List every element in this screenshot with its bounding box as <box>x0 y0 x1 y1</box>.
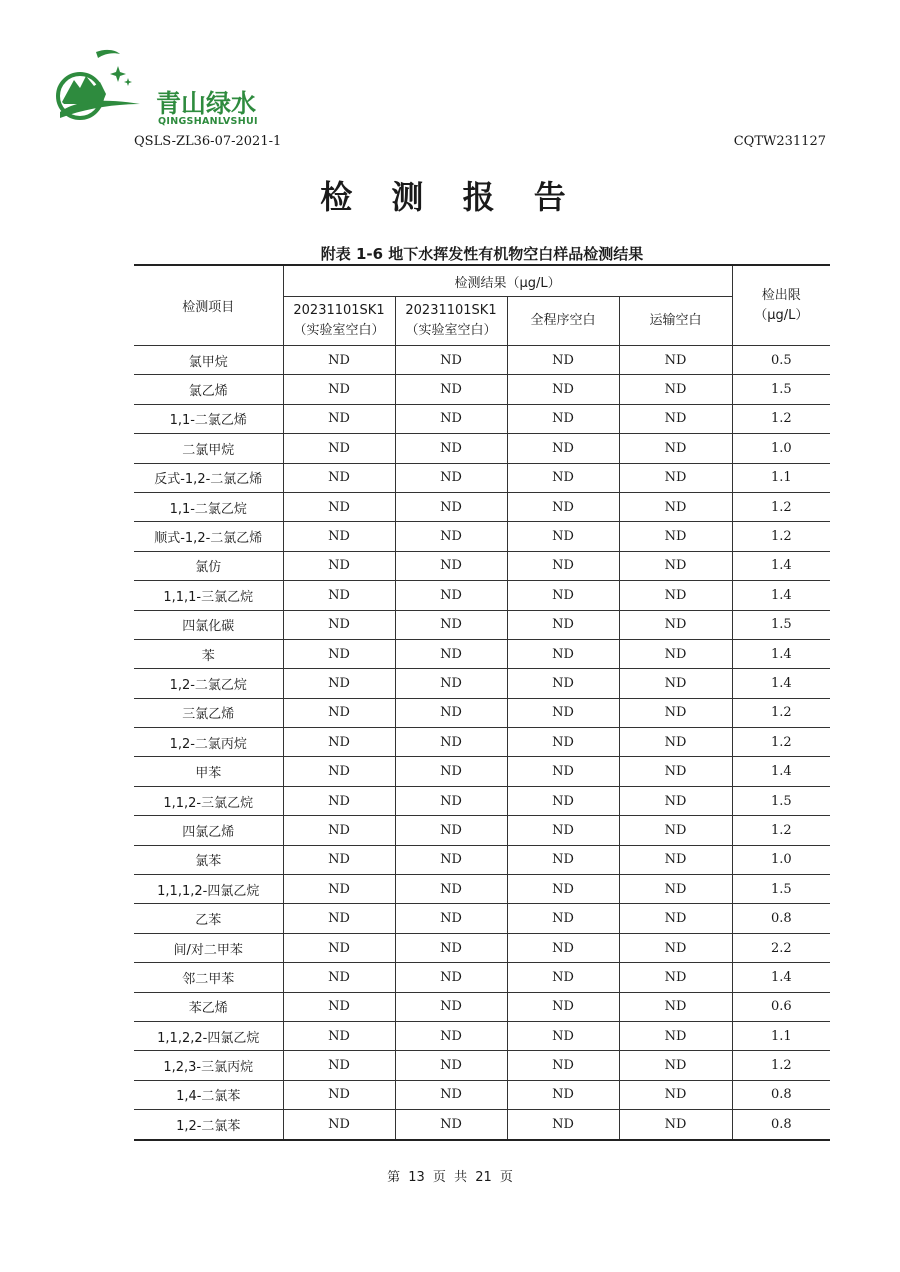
table-row <box>134 698 830 727</box>
cell-lab-blank-2: ND <box>395 669 507 698</box>
cell-lab-blank-2: ND <box>395 346 507 375</box>
cell-detection-limit: 1.5 <box>732 610 830 639</box>
cell-lab-blank-2: ND <box>395 492 507 521</box>
table-row <box>134 375 830 404</box>
cell-transport-blank: ND <box>619 346 732 375</box>
cell-transport-blank: ND <box>619 816 732 845</box>
cell-lab-blank-1: ND <box>283 551 395 580</box>
cell-item: 二氯甲烷 <box>134 434 283 463</box>
cell-detection-limit: 0.8 <box>732 1110 830 1140</box>
cell-lab-blank-1: ND <box>283 698 395 727</box>
cell-lab-blank-1: ND <box>283 522 395 551</box>
cell-item: 乙苯 <box>134 904 283 933</box>
table-row <box>134 522 830 551</box>
cell-lab-blank-1: ND <box>283 845 395 874</box>
cell-lab-blank-2: ND <box>395 698 507 727</box>
cell-lab-blank-1: ND <box>283 581 395 610</box>
cell-detection-limit: 1.2 <box>732 698 830 727</box>
cell-lab-blank-1: ND <box>283 1110 395 1140</box>
table-row <box>134 581 830 610</box>
table-row <box>134 610 830 639</box>
cell-lab-blank-1: ND <box>283 1021 395 1050</box>
cell-transport-blank: ND <box>619 610 732 639</box>
cell-lab-blank-1: ND <box>283 375 395 404</box>
table-row <box>134 933 830 962</box>
col-header-transport-blank: 运输空白 <box>619 297 732 346</box>
cell-detection-limit: 1.4 <box>732 669 830 698</box>
table-row <box>134 551 830 580</box>
cell-full-process-blank: ND <box>507 551 619 580</box>
cell-detection-limit: 1.5 <box>732 786 830 815</box>
cell-lab-blank-1: ND <box>283 610 395 639</box>
cell-detection-limit: 1.1 <box>732 1021 830 1050</box>
cell-item: 邻二甲苯 <box>134 963 283 992</box>
cell-detection-limit: 0.8 <box>732 904 830 933</box>
cell-lab-blank-1: ND <box>283 786 395 815</box>
form-code: QSLS-ZL36-07-2021-1 <box>134 134 282 149</box>
table-row <box>134 1080 830 1109</box>
cell-lab-blank-1: ND <box>283 728 395 757</box>
cell-detection-limit: 1.1 <box>732 463 830 492</box>
cell-item: 1,1,1-三氯乙烷 <box>134 581 283 610</box>
table-row <box>134 757 830 786</box>
cell-lab-blank-2: ND <box>395 610 507 639</box>
cell-item: 1,2-二氯乙烷 <box>134 669 283 698</box>
cell-lab-blank-1: ND <box>283 875 395 904</box>
cell-detection-limit: 1.4 <box>732 639 830 668</box>
cell-transport-blank: ND <box>619 875 732 904</box>
cell-item: 间/对二甲苯 <box>134 933 283 962</box>
cell-detection-limit: 1.5 <box>732 875 830 904</box>
cell-detection-limit: 1.4 <box>732 581 830 610</box>
cell-full-process-blank: ND <box>507 1110 619 1140</box>
cell-transport-blank: ND <box>619 728 732 757</box>
cell-item: 氯仿 <box>134 551 283 580</box>
cell-lab-blank-2: ND <box>395 1021 507 1050</box>
cell-detection-limit: 1.2 <box>732 522 830 551</box>
table-row <box>134 904 830 933</box>
cell-full-process-blank: ND <box>507 669 619 698</box>
mountain-logo-icon <box>56 46 166 128</box>
cell-detection-limit: 2.2 <box>732 933 830 962</box>
cell-full-process-blank: ND <box>507 845 619 874</box>
cell-item: 1,1-二氯乙烯 <box>134 404 283 433</box>
cell-lab-blank-2: ND <box>395 728 507 757</box>
cell-transport-blank: ND <box>619 639 732 668</box>
cell-transport-blank: ND <box>619 669 732 698</box>
cell-transport-blank: ND <box>619 963 732 992</box>
cell-full-process-blank: ND <box>507 346 619 375</box>
table-row <box>134 1021 830 1050</box>
cell-transport-blank: ND <box>619 698 732 727</box>
cell-lab-blank-1: ND <box>283 963 395 992</box>
cell-full-process-blank: ND <box>507 639 619 668</box>
table-row <box>134 639 830 668</box>
cell-item: 氯乙烯 <box>134 375 283 404</box>
cell-detection-limit: 1.2 <box>732 728 830 757</box>
cell-full-process-blank: ND <box>507 434 619 463</box>
cell-transport-blank: ND <box>619 1080 732 1109</box>
cell-transport-blank: ND <box>619 845 732 874</box>
cell-lab-blank-2: ND <box>395 639 507 668</box>
cell-transport-blank: ND <box>619 434 732 463</box>
table-row <box>134 346 830 375</box>
cell-lab-blank-2: ND <box>395 1080 507 1109</box>
cell-lab-blank-1: ND <box>283 463 395 492</box>
table-row <box>134 786 830 815</box>
col-header-lab-blank-2: 20231101SK1（实验室空白） <box>395 297 507 346</box>
cell-lab-blank-1: ND <box>283 757 395 786</box>
cell-full-process-blank: ND <box>507 933 619 962</box>
cell-lab-blank-2: ND <box>395 845 507 874</box>
col-header-full-process-blank: 全程序空白 <box>507 297 619 346</box>
cell-lab-blank-2: ND <box>395 963 507 992</box>
table-row <box>134 845 830 874</box>
cell-item: 四氯化碳 <box>134 610 283 639</box>
cell-detection-limit: 1.0 <box>732 434 830 463</box>
cell-item: 1,2-二氯苯 <box>134 1110 283 1140</box>
cell-transport-blank: ND <box>619 1051 732 1080</box>
cell-full-process-blank: ND <box>507 786 619 815</box>
cell-lab-blank-1: ND <box>283 904 395 933</box>
cell-full-process-blank: ND <box>507 963 619 992</box>
cell-lab-blank-2: ND <box>395 1110 507 1140</box>
cell-full-process-blank: ND <box>507 698 619 727</box>
table-row <box>134 492 830 521</box>
cell-transport-blank: ND <box>619 375 732 404</box>
cell-detection-limit: 1.2 <box>732 1051 830 1080</box>
cell-transport-blank: ND <box>619 933 732 962</box>
table-row <box>134 963 830 992</box>
cell-detection-limit: 1.4 <box>732 963 830 992</box>
cell-lab-blank-2: ND <box>395 904 507 933</box>
cell-lab-blank-2: ND <box>395 551 507 580</box>
logo-name-cn: 青山绿水 <box>156 89 257 118</box>
cell-lab-blank-1: ND <box>283 434 395 463</box>
cell-lab-blank-2: ND <box>395 463 507 492</box>
cell-lab-blank-1: ND <box>283 346 395 375</box>
cell-item: 1,1,2-三氯乙烷 <box>134 786 283 815</box>
cell-item: 四氯乙烯 <box>134 816 283 845</box>
cell-lab-blank-1: ND <box>283 992 395 1021</box>
cell-lab-blank-1: ND <box>283 1051 395 1080</box>
cell-detection-limit: 1.0 <box>732 845 830 874</box>
cell-detection-limit: 1.2 <box>732 404 830 433</box>
cell-item: 1,1,1,2-四氯乙烷 <box>134 875 283 904</box>
cell-lab-blank-2: ND <box>395 434 507 463</box>
col-header-limit: 检出限（μg/L） <box>732 265 830 346</box>
cell-item: 甲苯 <box>134 757 283 786</box>
cell-lab-blank-1: ND <box>283 639 395 668</box>
cell-transport-blank: ND <box>619 581 732 610</box>
cell-item: 苯 <box>134 639 283 668</box>
cell-full-process-blank: ND <box>507 757 619 786</box>
table-row <box>134 669 830 698</box>
cell-detection-limit: 0.8 <box>732 1080 830 1109</box>
cell-full-process-blank: ND <box>507 904 619 933</box>
cell-item: 1,2,3-三氯丙烷 <box>134 1051 283 1080</box>
cell-detection-limit: 1.2 <box>732 816 830 845</box>
col-header-lab-blank-1: 20231101SK1（实验室空白） <box>283 297 395 346</box>
table-row <box>134 875 830 904</box>
cell-lab-blank-2: ND <box>395 757 507 786</box>
cell-full-process-blank: ND <box>507 522 619 551</box>
cell-detection-limit: 1.4 <box>732 551 830 580</box>
cell-lab-blank-1: ND <box>283 404 395 433</box>
col-header-item: 检测项目 <box>134 265 283 346</box>
company-logo <box>56 46 276 136</box>
table-caption: 附表 1-6 地下水挥发性有机物空白样品检测结果 <box>320 245 644 263</box>
table-row <box>134 728 830 757</box>
cell-item: 顺式-1,2-二氯乙烯 <box>134 522 283 551</box>
cell-lab-blank-1: ND <box>283 492 395 521</box>
cell-lab-blank-2: ND <box>395 992 507 1021</box>
report-title: 检 测 报 告 <box>320 178 580 216</box>
cell-transport-blank: ND <box>619 992 732 1021</box>
table-row <box>134 434 830 463</box>
cell-detection-limit: 1.5 <box>732 375 830 404</box>
cell-item: 1,1-二氯乙烷 <box>134 492 283 521</box>
cell-full-process-blank: ND <box>507 404 619 433</box>
cell-lab-blank-2: ND <box>395 375 507 404</box>
cell-full-process-blank: ND <box>507 375 619 404</box>
cell-lab-blank-2: ND <box>395 786 507 815</box>
cell-item: 反式-1,2-二氯乙烯 <box>134 463 283 492</box>
cell-full-process-blank: ND <box>507 1080 619 1109</box>
cell-item: 三氯乙烯 <box>134 698 283 727</box>
cell-detection-limit: 0.6 <box>732 992 830 1021</box>
cell-transport-blank: ND <box>619 463 732 492</box>
cell-full-process-blank: ND <box>507 492 619 521</box>
cell-full-process-blank: ND <box>507 816 619 845</box>
results-table <box>134 264 830 1141</box>
cell-lab-blank-2: ND <box>395 933 507 962</box>
table-row <box>134 992 830 1021</box>
table-row <box>134 1051 830 1080</box>
page-number: 第 13 页 共 21 页 <box>387 1170 513 1185</box>
col-header-results: 检测结果（μg/L） <box>283 265 732 297</box>
cell-full-process-blank: ND <box>507 875 619 904</box>
cell-item: 1,2-二氯丙烷 <box>134 728 283 757</box>
cell-transport-blank: ND <box>619 1021 732 1050</box>
cell-transport-blank: ND <box>619 404 732 433</box>
table-row <box>134 1110 830 1140</box>
cell-lab-blank-1: ND <box>283 669 395 698</box>
cell-transport-blank: ND <box>619 522 732 551</box>
cell-lab-blank-1: ND <box>283 1080 395 1109</box>
cell-lab-blank-2: ND <box>395 875 507 904</box>
cell-lab-blank-2: ND <box>395 816 507 845</box>
cell-transport-blank: ND <box>619 904 732 933</box>
cell-transport-blank: ND <box>619 757 732 786</box>
cell-item: 苯乙烯 <box>134 992 283 1021</box>
cell-transport-blank: ND <box>619 492 732 521</box>
cell-full-process-blank: ND <box>507 1051 619 1080</box>
logo-name-en: QINGSHANLVSHUI <box>158 116 258 127</box>
cell-item: 1,1,2,2-四氯乙烷 <box>134 1021 283 1050</box>
cell-lab-blank-2: ND <box>395 404 507 433</box>
cell-detection-limit: 1.2 <box>732 492 830 521</box>
cell-full-process-blank: ND <box>507 992 619 1021</box>
cell-transport-blank: ND <box>619 1110 732 1140</box>
cell-lab-blank-1: ND <box>283 933 395 962</box>
cell-full-process-blank: ND <box>507 728 619 757</box>
cell-full-process-blank: ND <box>507 463 619 492</box>
cell-item: 氯甲烷 <box>134 346 283 375</box>
cell-transport-blank: ND <box>619 786 732 815</box>
cell-lab-blank-1: ND <box>283 816 395 845</box>
cell-full-process-blank: ND <box>507 1021 619 1050</box>
cell-full-process-blank: ND <box>507 581 619 610</box>
cell-detection-limit: 1.4 <box>732 757 830 786</box>
cell-lab-blank-2: ND <box>395 1051 507 1080</box>
results-body <box>134 346 830 1140</box>
cell-lab-blank-2: ND <box>395 522 507 551</box>
cell-full-process-blank: ND <box>507 610 619 639</box>
table-row <box>134 404 830 433</box>
table-row <box>134 816 830 845</box>
cell-transport-blank: ND <box>619 551 732 580</box>
cell-item: 氯苯 <box>134 845 283 874</box>
report-code: CQTW231127 <box>733 134 826 149</box>
cell-detection-limit: 0.5 <box>732 346 830 375</box>
table-row <box>134 463 830 492</box>
cell-item: 1,4-二氯苯 <box>134 1080 283 1109</box>
cell-lab-blank-2: ND <box>395 581 507 610</box>
